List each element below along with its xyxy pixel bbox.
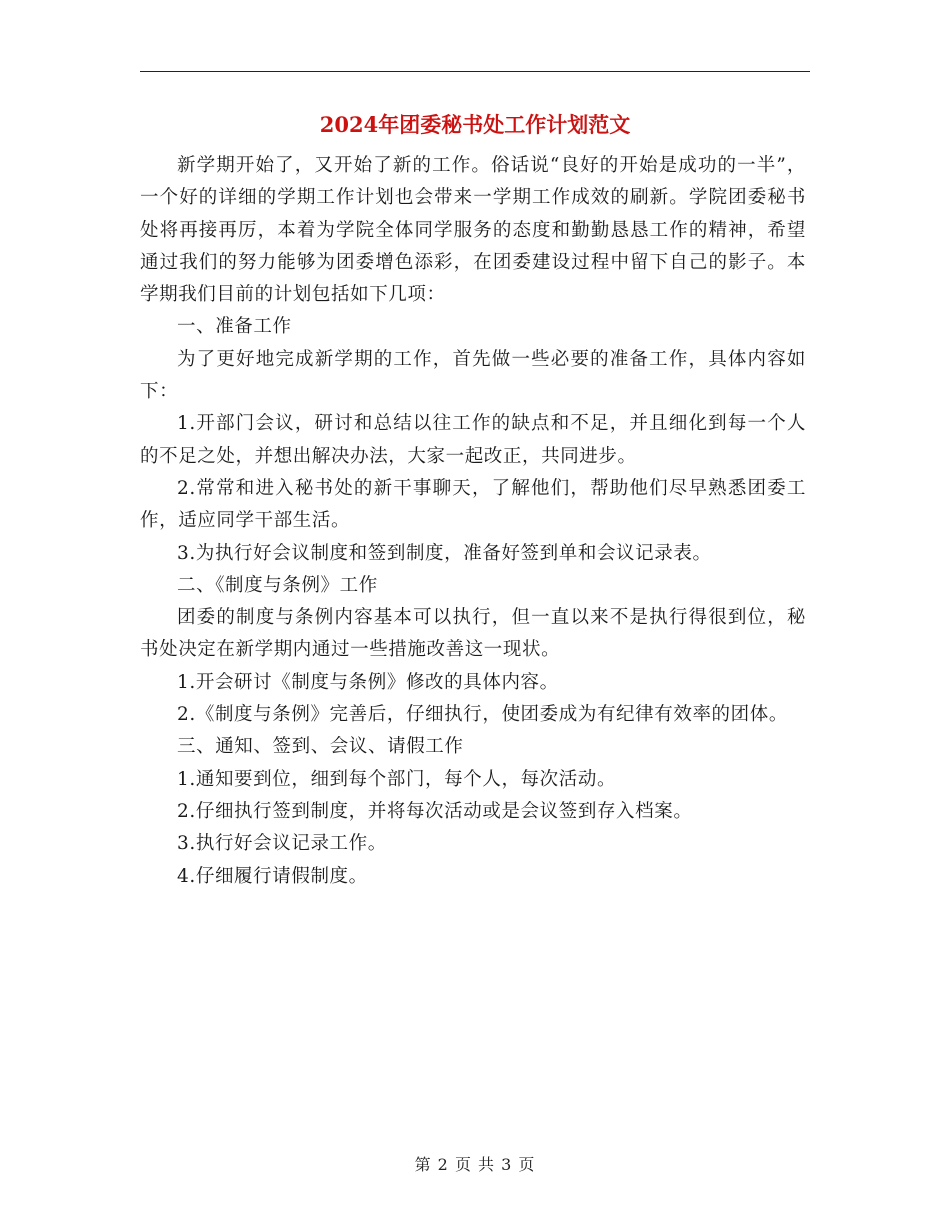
- list-item: 1.通知要到位，细到每个部门，每个人，每次活动。: [177, 768, 617, 790]
- document-title: 2024年团委秘书处工作计划范文: [319, 112, 631, 137]
- list-item: 1.开部门会议，研讨和总结以往工作的缺点和不足，并且细化到每一个人的不足之处，并想出解决办法，大家一起改正，共同进步。: [140, 413, 806, 467]
- list-item: 2.仔细执行签到制度，并将每次活动或是会议签到存入档案。: [177, 800, 693, 822]
- list-item: 3.执行好会议记录工作。: [177, 833, 387, 855]
- document-body: [140, 150, 806, 893]
- list-item: 3.为执行好会议制度和签到制度，准备好签到单和会议记录表。: [177, 542, 712, 564]
- section-heading-1: 一、准备工作: [177, 316, 292, 338]
- body-paragraph: 为了更好地完成新学期的工作，首先做一些必要的准备工作，具体内容如下：: [140, 348, 806, 403]
- list-item: 2.常常和进入秘书处的新干事聊天，了解他们，帮助他们尽早熟悉团委工作，适应同学干部生活。: [140, 477, 806, 532]
- header-rule: [140, 71, 810, 72]
- list-item: 4.仔细履行请假制度。: [177, 865, 368, 887]
- intro-paragraph: 新学期开始了，又开始了新的工作。俗话说“良好的开始是成功的一半”，一个好的详细的学期工作计划也会带来一学期工作成效的刷新。学院团委秘书处将再接再厉，本着为学院全体同学服务的态度和勤勤恳恳工作的精神，希望通过我们的努力能够为团委增色添彩，在团委建设过程中留下自己的影子。本学期我们目前的计划包括如下几项：: [140, 155, 806, 306]
- list-item: 2.《制度与条例》完善后，仔细执行，使团委成为有纪律有效率的团体。: [177, 704, 788, 726]
- section-heading-3: 三、通知、签到、会议、请假工作: [177, 736, 464, 758]
- body-paragraph: 团委的制度与条例内容基本可以执行，但一直以来不是执行得很到位，秘书处决定在新学期内通过一些措施改善这一现状。: [140, 607, 806, 661]
- list-item: 1.开会研讨《制度与条例》修改的具体内容。: [177, 671, 559, 693]
- section-heading-2: 二、《制度与条例》工作: [177, 574, 378, 596]
- page-number-footer: 第 2 页 共 3 页: [414, 1155, 536, 1174]
